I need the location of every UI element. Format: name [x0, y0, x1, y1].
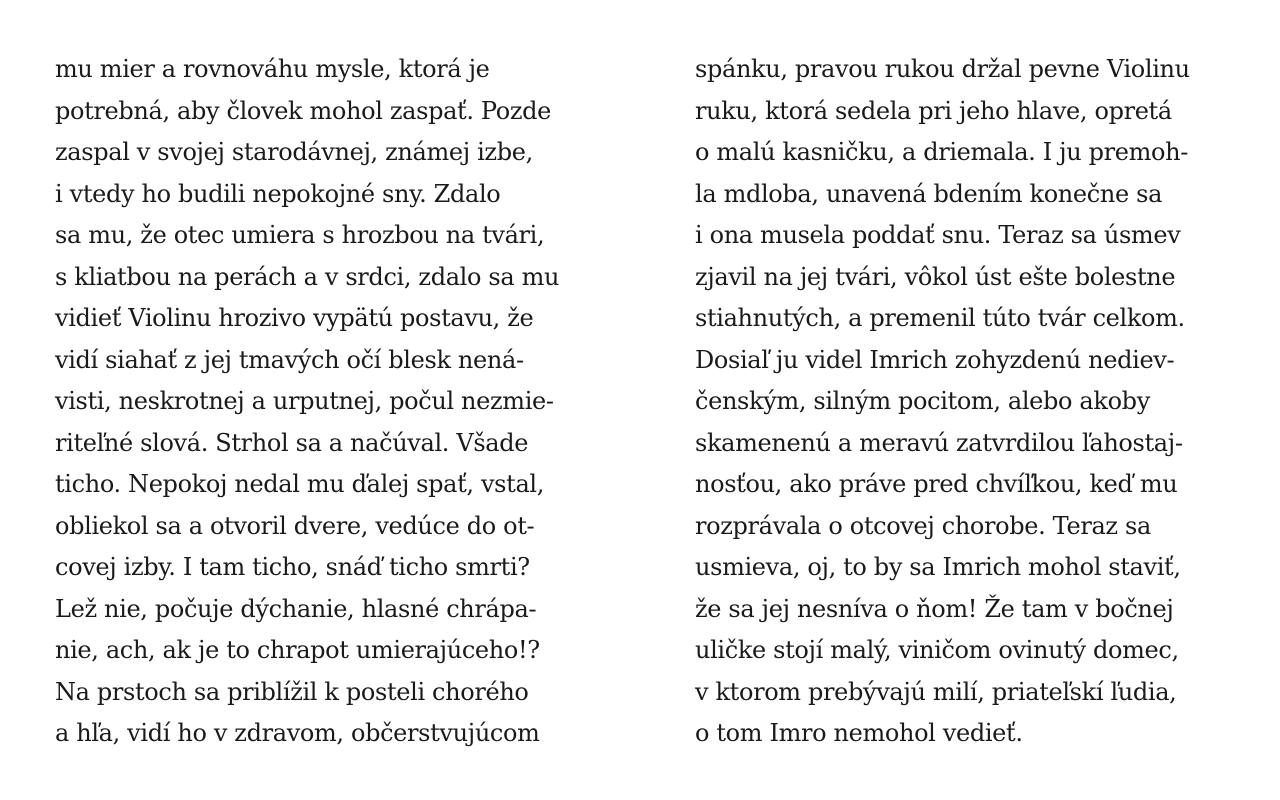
text-line: uličke stojí malý, viničom ovinutý domec,	[695, 636, 1179, 664]
text-line: covej izby. I tam ticho, snáď ticho smrti?	[55, 553, 530, 581]
text-line: čenským, silným pocitom, alebo akoby	[695, 387, 1150, 415]
text-line: Na prstoch sa priblížil k posteli chorého	[55, 677, 529, 706]
text-line: visti, neskrotnej a urputnej, počul nezmie-	[55, 387, 554, 415]
text-line: o tom Imro nemohol vedieť.	[695, 719, 1023, 747]
text-line: obliekol sa a otvoril dvere, vedúce do ot-	[55, 511, 535, 540]
right-page	[695, 49, 1190, 755]
text-line: potrebná, aby človek mohol zaspať. Pozde	[55, 96, 551, 125]
text-line: rozprávala o otcovej chorobe. Teraz sa	[695, 511, 1151, 540]
text-line: a hľa, vidí ho v zdravom, občerstvujúcom	[55, 719, 540, 747]
text-line: la mdloba, unavená bdením konečne sa	[695, 179, 1163, 208]
text-line: vidí siahať z jej tmavých očí blesk nená-	[55, 345, 524, 374]
left-page	[55, 49, 559, 755]
text-line: i ona musela poddať snu. Teraz sa úsmev	[695, 221, 1181, 249]
text-line: stiahnutých, a premenil túto tvár celkom.	[695, 304, 1185, 332]
text-line: o malú kasničku, a driemala. I ju premoh-	[695, 138, 1188, 166]
text-line: spánku, pravou rukou držal pevne Violinu	[695, 55, 1190, 83]
text-line: ruku, ktorá sedela pri jeho hlave, opretá	[695, 96, 1172, 125]
text-line: že sa jej nesníva o ňom! Že tam v bočnej	[695, 594, 1174, 623]
text-line: ticho. Nepokoj nedal mu ďalej spať, vstal,	[55, 470, 545, 498]
text-line: nosťou, ako práve pred chvíľkou, keď mu	[695, 470, 1178, 498]
text-line: skamenenú a meravú zatvrdilou ľahostaj-	[695, 428, 1183, 457]
text-line: zjavil na jej tvári, vôkol úst ešte bolestne	[695, 262, 1176, 291]
text-line: vidieť Violinu hrozivo vypätú postavu, že	[55, 304, 534, 332]
text-line: Dosiaľ ju videl Imrich zohyzdenú nediev-	[695, 345, 1175, 374]
text-line: usmieva, oj, to by sa Imrich mohol staviť,	[695, 553, 1181, 581]
text-line: nie, ach, ak je to chrapot umierajúceho!?	[55, 636, 540, 664]
text-line: sa mu, že otec umiera s hrozbou na tvári,	[55, 221, 545, 249]
text-line: v ktorom prebývajú milí, priateľskí ľudia,	[695, 677, 1177, 706]
text-line: s kliatbou na perách a v srdci, zdalo sa mu	[55, 262, 560, 291]
text-line: zaspal v svojej starodávnej, známej izbe,	[55, 138, 533, 166]
text-line: Lež nie, počuje dýchanie, hlasné chrápa-	[55, 594, 537, 623]
text-line: i vtedy ho budili nepokojné sny. Zdalo	[55, 179, 501, 208]
text-line: riteľné slová. Strhol sa a načúval. Všade	[55, 428, 529, 457]
text-line: mu mier a rovnováhu mysle, ktorá je	[55, 55, 490, 83]
